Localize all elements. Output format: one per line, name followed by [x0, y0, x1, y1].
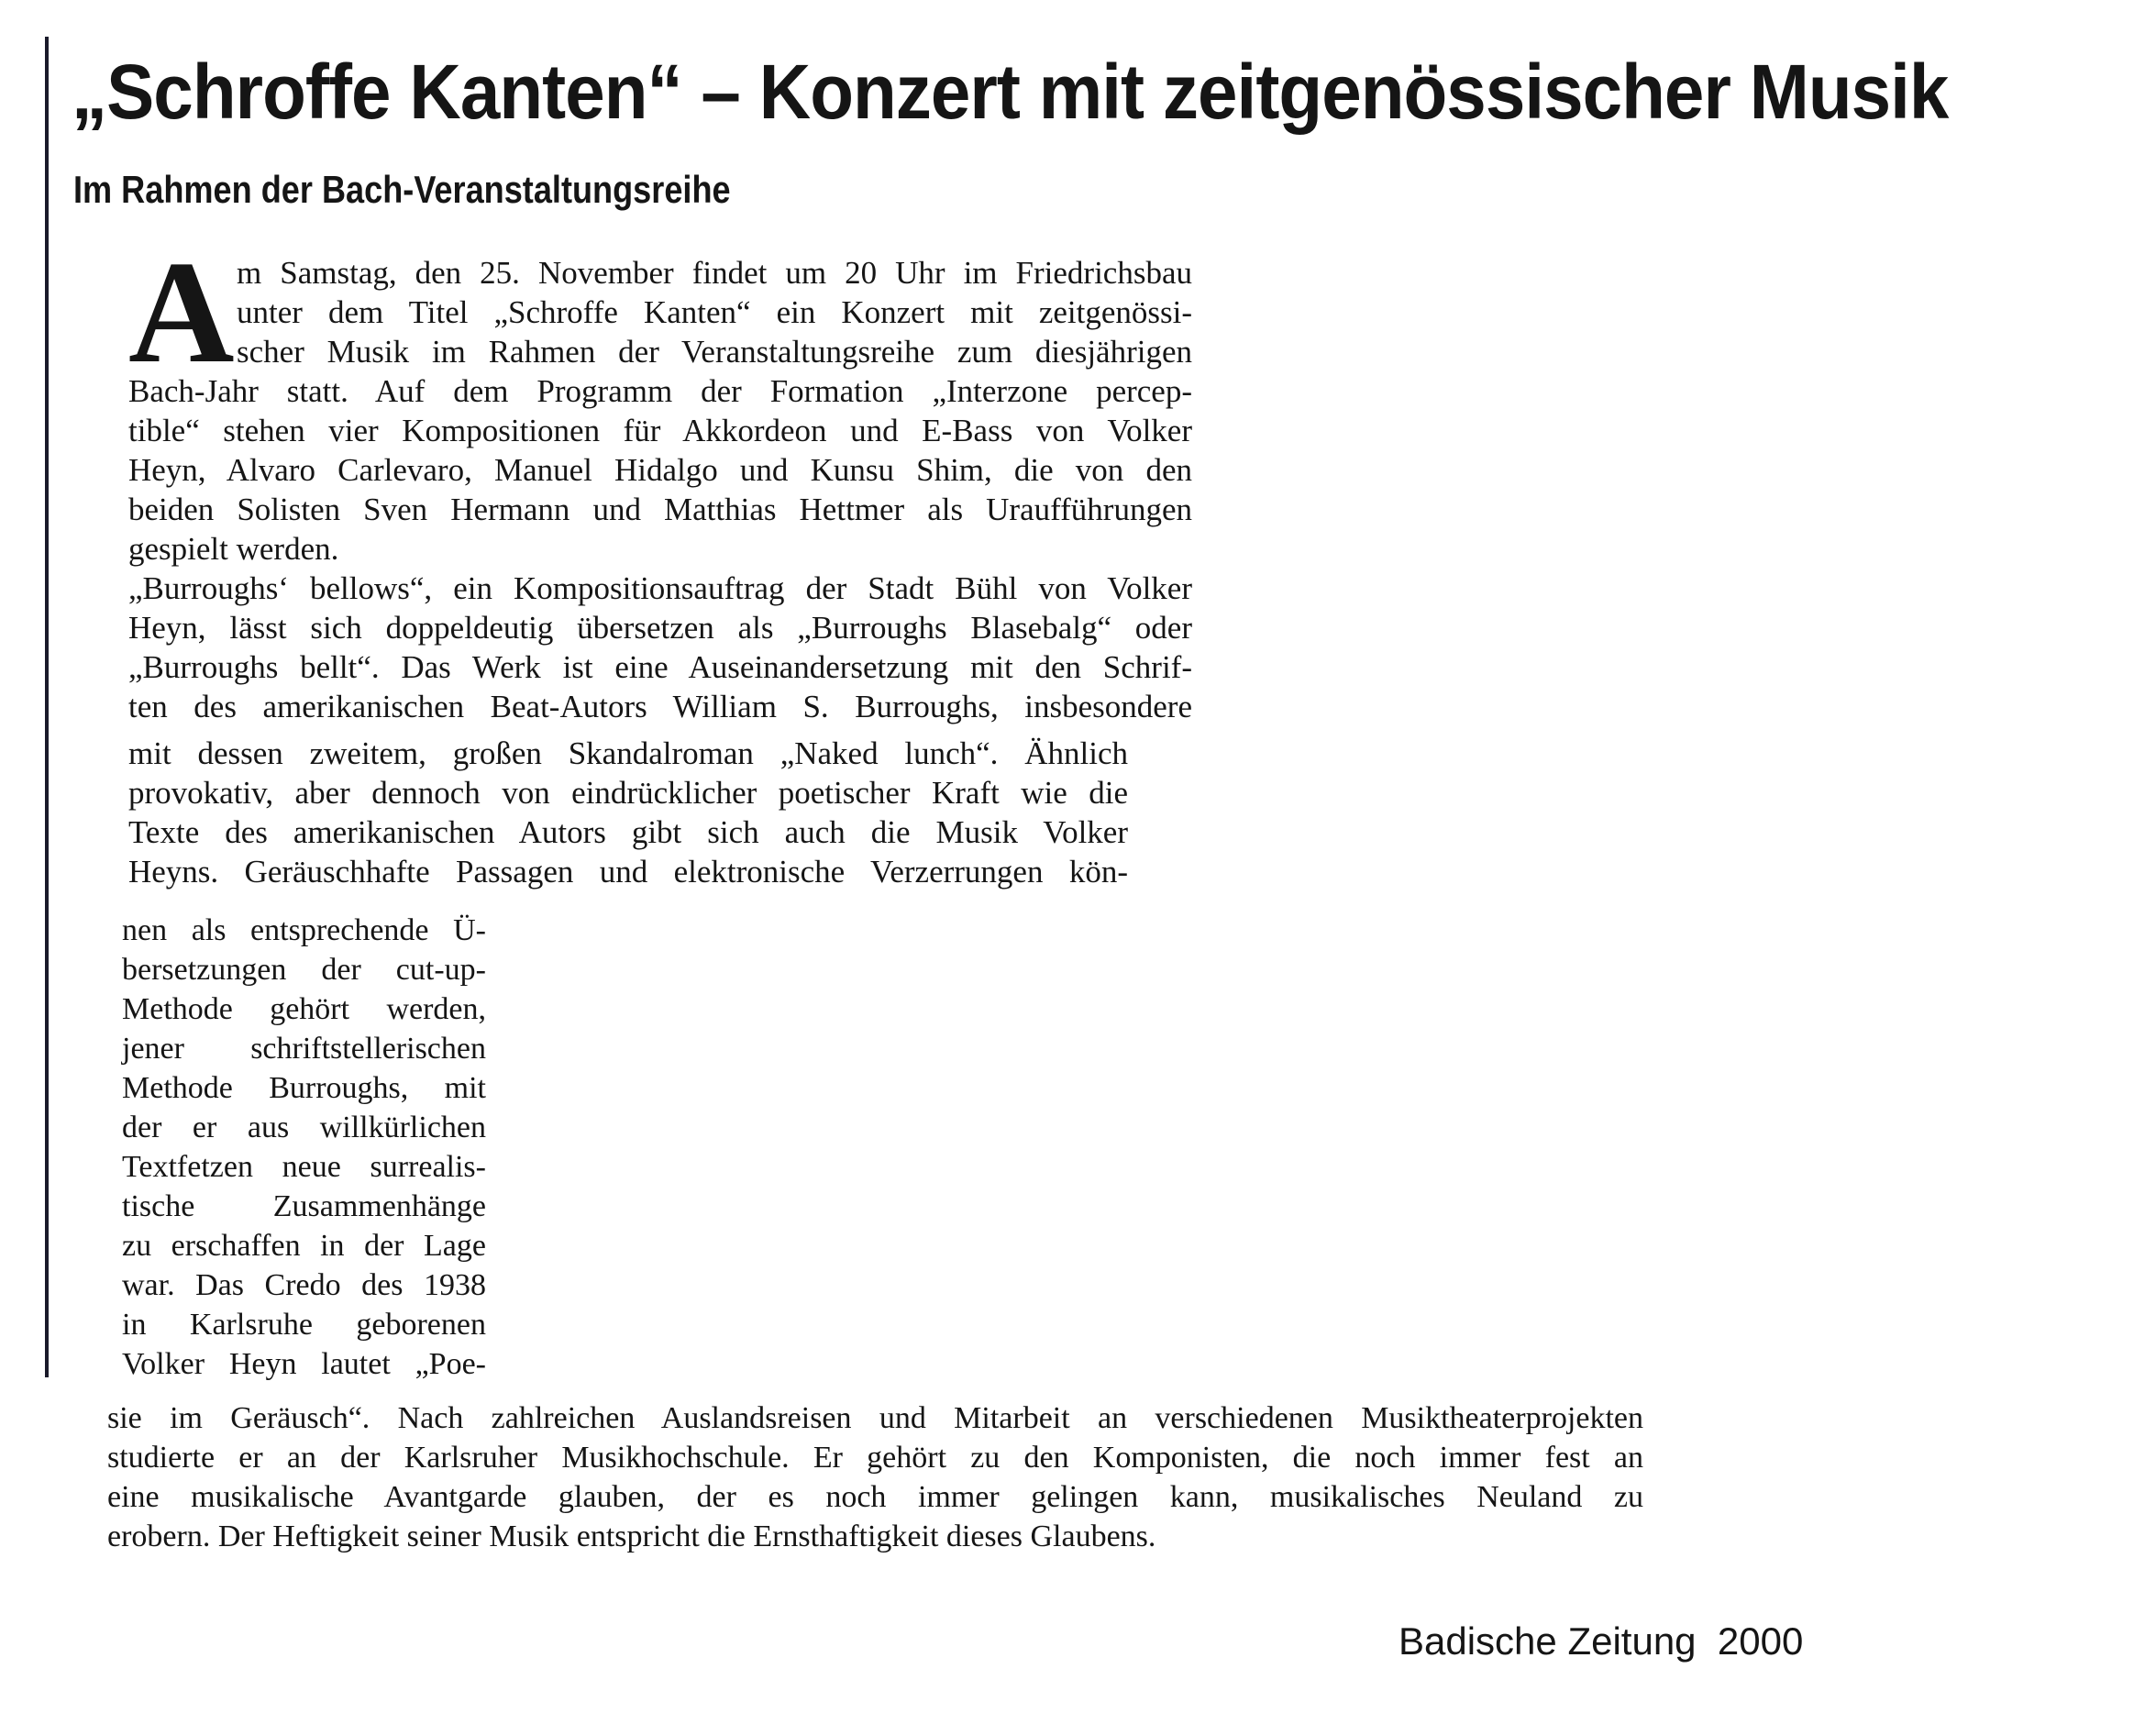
source-citation: Badische Zeitung 2000 [1399, 1619, 1804, 1663]
body-line: Texte des amerikanischen Autors gibt sich auch die Musik Volker [128, 814, 1128, 850]
column-line: der er aus willkürlichen [122, 1111, 486, 1144]
column-line: zu erschaffen in der Lage [122, 1229, 486, 1263]
body-line: m Samstag, den 25. November findet um 20 Uhr im Friedrichsbau [237, 255, 1192, 291]
body-line: provokativ, aber dennoch von eindrücklicher poetischer Kraft wie die [128, 775, 1128, 811]
body-line: scher Musik im Rahmen der Veranstaltungsreihe zum diesjährigen [237, 334, 1192, 370]
column-line: in Karlsruhe geborenen [122, 1308, 486, 1342]
body-line: tible“ stehen vier Kompositionen für Akkordeon und E-Bass von Volker [128, 413, 1192, 448]
body-line: unter dem Titel „Schroffe Kanten“ ein Konzert mit zeitgenössi- [237, 294, 1192, 330]
column-line: tische Zusammenhänge [122, 1189, 486, 1223]
column-line: bersetzungen der cut-up- [122, 953, 486, 987]
column-line: nen als entsprechende Ü- [122, 913, 486, 947]
column-line: war. Das Credo des 1938 [122, 1268, 486, 1302]
column-line: Volker Heyn lautet „Poe- [122, 1347, 486, 1381]
body-line: ten des amerikanischen Beat-Autors William S. Burroughs, insbesondere [128, 689, 1192, 724]
column-line: Textfetzen neue surrealis- [122, 1150, 486, 1184]
body-line: Heyn, Alvaro Carlevaro, Manuel Hidalgo und Kunsu Shim, die von den [128, 452, 1192, 488]
body-line: studierte er an der Karlsruher Musikhochschule. Er gehört zu den Komponisten, die noch immer fest an [107, 1441, 1643, 1475]
body-line: „Burroughs bellt“. Das Werk ist eine Auseinandersetzung mit den Schrif- [128, 649, 1192, 685]
column-line: Methode Burroughs, mit [122, 1071, 486, 1105]
body-line: beiden Solisten Sven Hermann und Matthias Hettmer als Uraufführungen [128, 492, 1192, 527]
body-line: Bach-Jahr statt. Auf dem Programm der Formation „Interzone percep- [128, 373, 1192, 409]
subheadline: Im Rahmen der Bach-Veranstaltungsreihe [73, 168, 731, 211]
column-line: Methode gehört werden, [122, 992, 486, 1026]
column-rule [45, 37, 49, 1377]
body-line: erobern. Der Heftigkeit seiner Musik entspricht die Ernsthaftigkeit dieses Glaubens. [107, 1520, 1156, 1553]
body-line: sie im Geräusch“. Nach zahlreichen Auslandsreisen und Mitarbeit an verschiedenen Musiktheaterprojekten [107, 1401, 1643, 1435]
headline: „Schroffe Kanten“ – Konzert mit zeitgenössischer Musik [72, 49, 1949, 135]
body-line: Heyns. Geräuschhafte Passagen und elektronische Verzerrungen kön- [128, 854, 1128, 890]
column-line: jener schriftstellerischen [122, 1032, 486, 1066]
drop-cap: A [128, 230, 235, 393]
body-line: mit dessen zweitem, großen Skandalroman „Naked lunch“. Ähnlich [128, 735, 1128, 771]
body-line: eine musikalische Avantgarde glauben, der es noch immer gelingen kann, musikalisches Neuland zu [107, 1480, 1643, 1514]
body-line: „Burroughs‘ bellows“, ein Kompositionsauftrag der Stadt Bühl von Volker [128, 570, 1192, 606]
body-line: gespielt werden. [128, 531, 339, 567]
body-line: Heyn, lässt sich doppeldeutig übersetzen als „Burroughs Blasebalg“ oder [128, 610, 1192, 646]
